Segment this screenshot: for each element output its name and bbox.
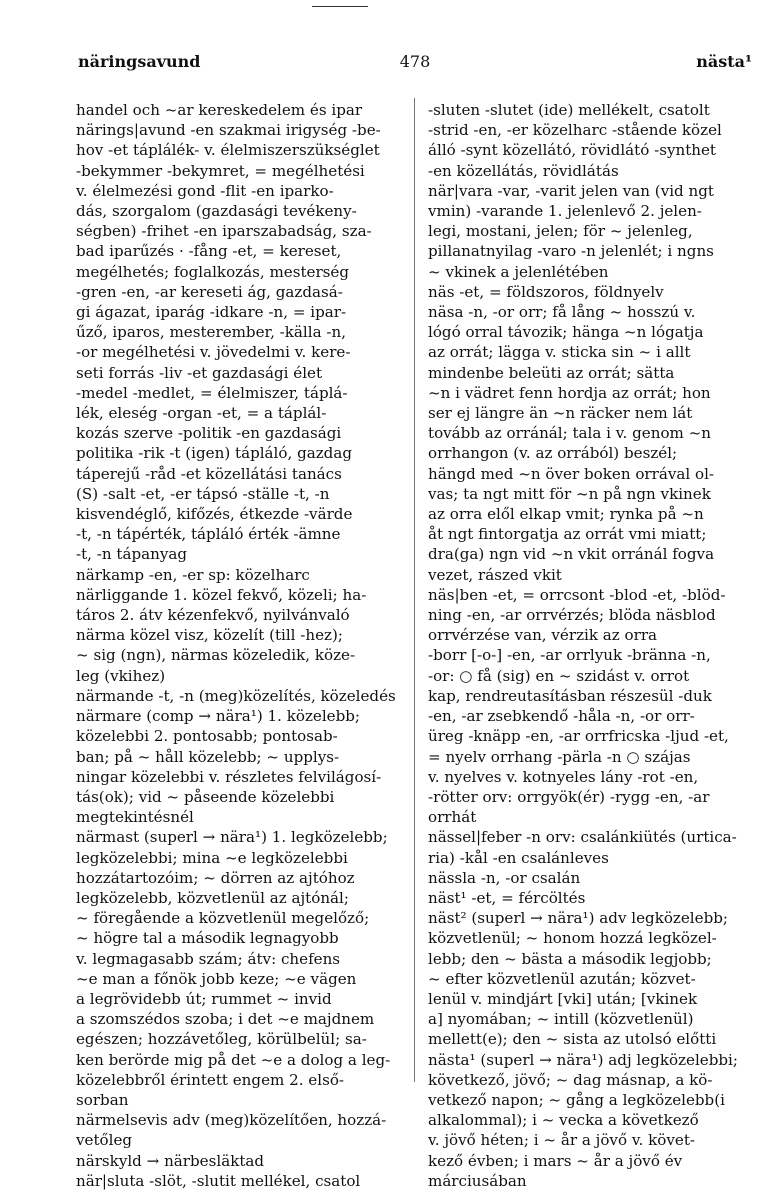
entry-line: kozás szerve -politik -en gazdasági	[76, 424, 342, 443]
entry-line: närskyld → närbesläktad	[76, 1151, 265, 1170]
entry-line: närmande -t, -n (meg)közelítés, közeledés	[76, 686, 396, 705]
entry-line: näst¹ -et, = fércöltés	[428, 888, 586, 907]
entry-line: legközelebbi; mina ~e legközelebbi	[76, 848, 348, 867]
entry-line: megtekintésnél	[76, 808, 194, 827]
entry-line: az orrát; lägga v. sticka sin ~ i allt	[428, 343, 691, 362]
entry-line: mindenbe beleüti az orrát; sätta	[428, 363, 675, 382]
entry-line: az orra elől elkap vmit; rynka på ~n	[428, 505, 704, 524]
entry-line: kisvendéglő, kifőzés, étkezde -värde	[76, 505, 353, 524]
entry-line: ser ej längre än ~n räcker nem lát	[428, 404, 693, 423]
entry-line: -strid -en, -er közelharc -stående közel	[428, 121, 722, 140]
entry-line: v. jövő héten; i ~ år a jövő v. követ-	[428, 1131, 696, 1150]
entry-line: närliggande 1. közel fekvő, közeli; ha-	[76, 585, 367, 604]
entry-line: ~ efter közvetlenül azután; közvet-	[428, 969, 696, 988]
entry-line: egészen; hozzávetőleg, körülbelül; sa-	[76, 1030, 367, 1049]
entry-line: -en, -ar zsebkendő -håla -n, -or orr-	[428, 707, 695, 726]
entry-line: bad iparűzés · -fång -et, = kereset,	[76, 242, 342, 261]
entry-line: ria) -kål -en csalánleves	[428, 848, 609, 867]
entry-line: ~ vkinek a jelenlétében	[428, 262, 609, 281]
entry-line: tovább az orránál; tala i v. genom ~n	[428, 424, 712, 443]
entry-line: dás, szorgalom (gazdasági tevékeny-	[76, 202, 357, 221]
entry-line: näst² (superl → nära¹) adv legközelebb;	[428, 909, 728, 928]
entry-line: tás(ok); vid ~ påseende közelebbi	[76, 787, 335, 806]
entry-line: ségben) -frihet -en iparszabadság, sza-	[76, 222, 372, 241]
entry-line: leg (vkihez)	[76, 666, 166, 685]
entry-line: nästa¹ (superl → nära¹) adj legközelebbi;	[428, 1050, 738, 1069]
entry-line: következő, jövő; ~ dag másnap, a kö-	[428, 1070, 713, 1089]
entry-line: lógó orral távozik; hänga ~n lógatja	[428, 323, 704, 342]
entry-line: hängd med ~n över boken orrával ol-	[428, 464, 715, 483]
entry-line: vezet, rászed vkit	[428, 565, 562, 584]
entry-line: -t, -n tápanyag	[76, 545, 188, 564]
entry-line: közelebbről érintett engem 2. első-	[76, 1070, 345, 1089]
entry-line: üreg -knäpp -en, -ar orrfricska -ljud -et,	[428, 727, 729, 746]
entry-line: pillanatnyilag -varo -n jelenlét; i ngns	[428, 242, 714, 261]
entry-line: -sluten -slutet (ide) mellékelt, csatolt	[428, 101, 710, 119]
entry-line: lebb; den ~ bästa a második legjobb;	[428, 949, 712, 968]
entry-line: ~n i vädret fenn hordja az orrát; hon	[428, 383, 711, 402]
entry-line: ning -en, -ar orrvérzés; blöda näsblod	[428, 606, 716, 625]
entry-line: sorban	[76, 1090, 129, 1109]
entry-line: näsa -n, -or orr; få lång ~ hosszú v.	[428, 303, 696, 322]
entry-line: vas; ta ngt mitt för ~n på ngn vkinek	[428, 484, 711, 503]
entry-line: -or: ○ få (sig) en ~ szidást v. orrot	[428, 666, 690, 685]
column-divider	[414, 98, 415, 1082]
entry-line: närings|avund -en szakmai irigység -be-	[76, 121, 381, 140]
entry-line: kező évben; i mars ~ år a jövő év	[428, 1151, 683, 1170]
entry-line: legi, mostani, jelen; för ~ jelenleg,	[428, 222, 693, 241]
entry-line: -bekymmer -bekymret, = megélhetési	[76, 161, 365, 180]
entry-line: álló -synt közellátó, rövidlátó -synthet	[428, 141, 716, 160]
running-header	[78, 52, 752, 76]
entry-line: närma közel visz, közelít (till -hez);	[76, 626, 343, 645]
entry-line: legközelebb, közvetlenül az ajtónál;	[76, 888, 349, 907]
entry-line: hov -et táplálék- v. élelmiszerszükséglet	[76, 141, 380, 160]
entry-line: márciusában	[428, 1171, 527, 1190]
entry-line: seti forrás -liv -et gazdasági élet	[76, 363, 323, 382]
entry-line: vetőleg	[76, 1131, 133, 1150]
entry-line: tápereјű -råd -et közellátási tanács	[76, 464, 342, 483]
entry-line: gi ágazat, iparág -idkare -n, = ipar-	[76, 303, 347, 322]
entry-line: när|vara -var, -varit jelen van (vid ngt	[428, 181, 714, 200]
entry-line: vetkező napon; ~ gång a legközelebb(i	[428, 1090, 725, 1109]
entry-line: näs|ben -et, = orrcsont -blod -et, -blöd-	[428, 585, 726, 604]
entry-line: ken berörde mig på det ~e a dolog a leg-	[76, 1050, 391, 1069]
entry-line: politika -rik -t (igen) tápláló, gazdag	[76, 444, 353, 463]
entry-line: orrhangon (v. az orrából) beszél;	[428, 444, 678, 463]
entry-line: kap, rendreutasításban részesül -duk	[428, 686, 712, 705]
header-right-guideword: nästa¹	[696, 52, 752, 71]
entry-line: v. legmagasabb szám; átv: chefens	[76, 949, 341, 968]
entry-line: űző, iparos, mesterember, -källa -n,	[76, 323, 346, 342]
entry-line: närmare (comp → nära¹) 1. közelebb;	[76, 707, 360, 726]
entry-line: -en közellátás, rövidlátás	[428, 161, 619, 180]
entry-line: a] nyomában; ~ intill (közvetlenül)	[428, 1010, 694, 1029]
entry-line: ~ sig (ngn), närmas közeledik, köze-	[76, 646, 356, 665]
entry-line: dra(ga) ngn vid ~n vkit orránál fogva	[428, 545, 715, 564]
entry-line: (S) -salt -et, -er tápsó -ställe -t, -n	[76, 484, 330, 503]
entry-line: -rötter orv: orrgyök(ér) -rygg -en, -ar	[428, 787, 710, 806]
entry-line: ningar közelebbi v. részletes felvilágosí-	[76, 767, 382, 786]
entry-line: näs -et, = földszoros, földnyelv	[428, 282, 664, 301]
entry-line: alkalommal); i ~ vecka a következő	[428, 1111, 699, 1130]
entry-line: nässel|feber -n orv: csalánkiütés (urtica-	[428, 828, 737, 847]
entry-line: a szomszédos szoba; i det ~e majdnem	[76, 1010, 375, 1029]
entry-line: hozzátartozóim; ~ dörren az ajtóhoz	[76, 868, 355, 887]
entry-line: vmin) -varande 1. jelenlevő 2. jelen-	[428, 202, 702, 221]
entry-line: -borr [-o-] -en, -ar orrlyuk -bränna -n,	[428, 646, 711, 665]
page-number: 478	[399, 52, 431, 71]
entry-line: -gren -en, -ar kereseti ág, gazdasá-	[76, 282, 343, 301]
top-rule	[312, 6, 368, 7]
entry-line: -t, -n tápérték, tápláló érték -ämne	[76, 525, 341, 544]
entry-line: närmast (superl → nära¹) 1. legközelebb;	[76, 828, 388, 847]
entry-line: när|sluta -slöt, -slutit mellékel, csatol	[76, 1171, 361, 1190]
entry-line: lenül v. mindjárt [vki] után; [vkinek	[428, 989, 698, 1008]
entry-line: ~ högre tal a második legnagyobb	[76, 929, 339, 948]
entry-line: närmelsevis adv (meg)közelítően, hozzá-	[76, 1111, 387, 1130]
right-column	[428, 100, 754, 1191]
entry-line: ~ föregående a közvetlenül megelőző;	[76, 909, 370, 928]
entry-line: v. nyelves v. kotnyeles lány -rot -en,	[428, 767, 699, 786]
entry-line: v. élelmezési gond -flit -en iparko-	[76, 181, 334, 200]
entry-line: närkamp -en, -er sp: közelharc	[76, 565, 310, 584]
entry-line: közelebbi 2. pontosabb; pontosab-	[76, 727, 338, 746]
entry-line: lék, eleség -organ -et, = a táplál-	[76, 404, 327, 423]
entry-line: megélhetés; foglalkozás, mesterség	[76, 262, 350, 281]
entry-line: orrvérzése van, vérzik az orra	[428, 626, 658, 645]
entry-line: åt ngt fintorgatja az orrát vmi miatt;	[428, 525, 707, 544]
entry-line: = nyelv orrhang -pärla -n ○ szájas	[428, 747, 691, 766]
entry-line: ~e man a főnök jobb keze; ~e vägen	[76, 969, 357, 988]
entry-line: handel och ~ar kereskedelem és ipar	[76, 101, 363, 119]
entry-line: ban; på ~ håll közelebb; ~ upplys-	[76, 747, 340, 766]
entry-line: orrhát	[428, 808, 477, 827]
entry-line: -medel -medlet, = élelmiszer, táplá-	[76, 383, 348, 402]
entry-line: táros 2. átv kézenfekvő, nyilvánvaló	[76, 606, 350, 625]
left-column	[76, 100, 399, 1191]
entry-line: közvetlenül; ~ honom hozzá legközel-	[428, 929, 717, 948]
entry-line: -or megélhetési v. jövedelmi v. kere-	[76, 343, 351, 362]
entry-line: a legrövidebb út; rummet ~ invid	[76, 989, 332, 1008]
entry-line: mellett(e); den ~ sista az utolsó előtti	[428, 1030, 717, 1049]
header-left-guideword: näringsavund	[78, 52, 201, 71]
entry-line: nässla -n, -or csalán	[428, 868, 581, 887]
